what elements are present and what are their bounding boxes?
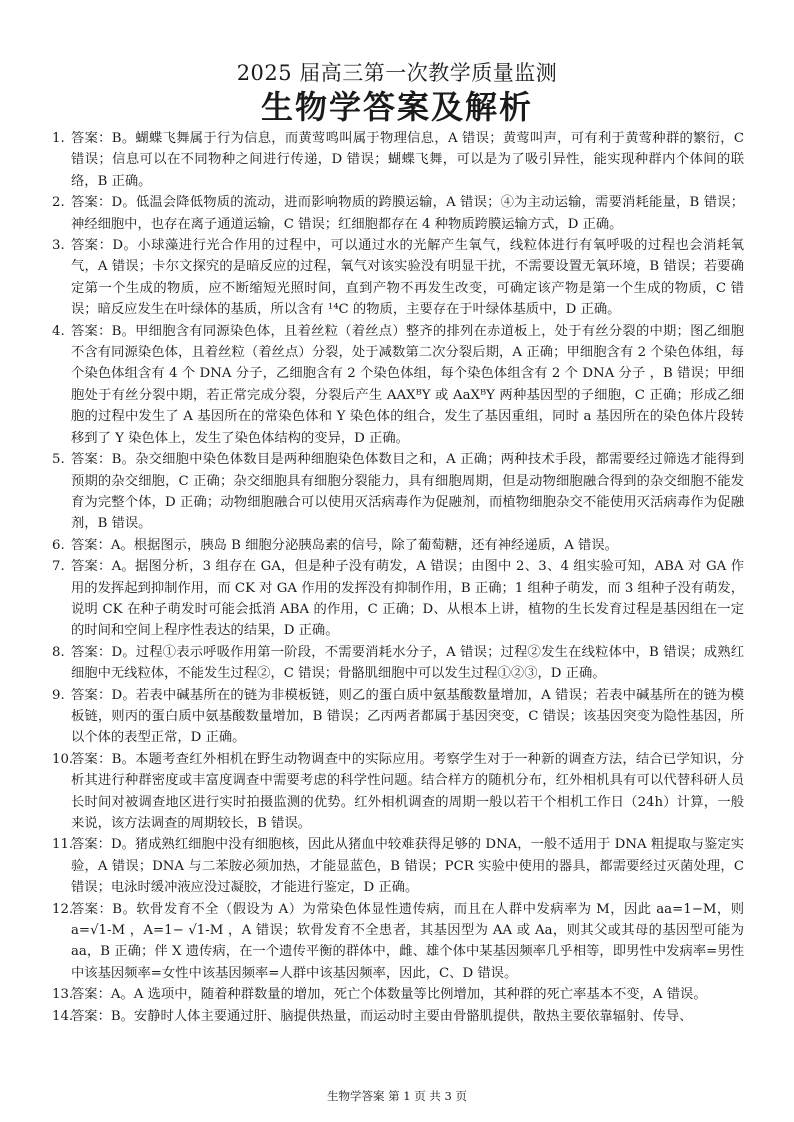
answer-item [54,556,744,642]
item-number: 6. [52,537,65,553]
answer-item [54,192,744,235]
answer-item [54,449,744,535]
answer-item [54,899,744,985]
item-text: 答案：D。小球藻进行光合作用的过程中，可以通过水的光解产生氧气，线粒体进行有氧呼吸的过程也会消耗氧气，A 错误；卡尔文探究的是暗反应的过程，氧气对该实验没有明显干扰，不需要设置无氧环境，B 错误；若要确定第一个生成的物质，应不断缩短光照时间，直到产物不再发生改变，可确定该产物是第一个生成的物质，C 错误；暗反应发生在叶绿体的基质，所以含有 ¹⁴C 的物质，主要存在于叶绿体基质中，D 正确。 [71,238,744,318]
item-number: 9. [52,687,65,703]
page-footer: 生物学答案 第 1 页 共 3 页 [326,1089,468,1103]
item-number: 5. [52,452,65,468]
answer-list [54,128,744,1027]
item-text: 答案：B。甲细胞含有同源染色体，且着丝粒（着丝点）整齐的排列在赤道板上，处于有丝分裂的中期；图乙细胞不含有同源染色体，且着丝粒（着丝点）分裂，处于减数第二次分裂后期，A 正确；甲细胞含有 2 个染色体组，每个染色体组含有 4 个 DNA 分子，乙细胞含有 2 个染色体组，每个染色体组含有 2 个 DNA 分子 ，B 错误；甲细胞处于有丝分裂中期，若正常完成分裂，分裂后产生 AAXᴮY 或 AaXᴮY 两种基因型的子细胞，C 正确；形成乙细胞的过程中发生了 A 基因所在的常染色体和 Y 染色体的组合，发生了基因重组，同时 a 基因所在的染色体片段转移到了 Y 染色体上，发生了染色体结构的变异，D 正确。 [71,323,744,446]
item-number: 10. [52,751,74,767]
answer-item [54,642,744,685]
item-number: 13. [52,987,74,1003]
item-text: 答案：D。猪成熟红细胞中没有细胞核，因此从猪血中较难获得足够的 DNA，一般不适用于 DNA 粗提取与鉴定实验，A 错误；DNA 与二苯胺必须加热，才能显蓝色，B 错误；PCR 实验中使用的器具，都需要经过灭菌处理，C 错误；电泳时缓冲液应没过凝胶，才能进行鉴定，D 正确。 [71,837,744,896]
item-number: 14. [52,1008,74,1024]
document-title: 生物学答案及解析 [260,88,533,126]
item-text: 答案：A。根据图示，胰岛 B 细胞分泌胰岛素的信号，除了葡萄糖，还有神经递质，A 错误。 [71,537,618,553]
item-number: 12. [52,901,74,917]
answer-item [54,1006,744,1027]
item-text: 答案：D。过程①表示呼吸作用第一阶段，不需要消耗水分子，A 错误；过程②发生在线粒体中，B 错误；成熟红细胞中无线粒体，不能发生过程②，C 错误；骨骼肌细胞中可以发生过程①②③，D 正确。 [71,644,744,682]
exam-title: 2025 届高三第一次教学质量监测 [236,61,558,85]
answer-item [54,984,744,1005]
answer-item [54,834,744,898]
item-text: 答案：A。据图分析，3 组存在 GA，但是种子没有萌发，A 错误；由图中 2、3、4 组实验可知，ABA 对 GA 作用的发挥起到抑制作用，而 CK 对 GA 作用的发挥没有抑制作用，B 正确；1 组种子萌发，而 3 组种子没有萌发，说明 CK 在种子萌发时可能会抵消 ABA 的作用，C 正确；D、从根本上讲，植物的生长发育过程是基因组在一定的时间和空间上程序性表达的结果，D 正确。 [71,559,744,639]
item-text: 答案：D。若表中碱基所在的链为非模板链，则乙的蛋白质中氨基酸数量增加，A 错误；若表中碱基所在的链为模板链，则丙的蛋白质中氨基酸数量增加，B 错误；乙丙两者都属于基因突变，C 错误；该基因突变为隐性基因，所以个体的表型正常，D 正确。 [71,687,744,746]
item-number: 7. [52,559,65,575]
answer-item [54,321,744,449]
answer-item [54,235,744,321]
item-number: 1. [52,131,65,146]
item-number: 4. [52,323,65,339]
item-number: 3. [52,238,65,254]
item-number: 8. [52,644,65,660]
item-text: 答案：B。本题考查红外相机在野生动物调查中的实际应用。考察学生对于一种新的调查方法，结合已学知识，分析其进行种群密度或丰富度调查中需要考虑的科学性问题。结合样方的随机分布，红外相机具有可以代替科研人员长时间对被调查地区进行实时拍摄监测的优势。红外相机调查的周期一般以若干个相机工作日（24h）计算，一般来说，该方法调查的周期较长，B 错误。 [71,751,744,831]
answer-item [54,535,744,556]
item-number: 2. [52,195,65,211]
item-text: 答案：B。安静时人体主要通过肝、脑提供热量，而运动时主要由骨骼肌提供，散热主要依靠辐射、传导、 [71,1008,693,1024]
answer-item [54,128,744,192]
answer-item [54,749,744,835]
item-text: 答案：D。低温会降低物质的流动，进而影响物质的跨膜运输，A 错误；④为主动运输，需要消耗能量，B 错误；神经细胞中，也存在离子通道运输，C 错误；红细胞都存在 4 种物质跨膜运输方式，D 正确。 [71,195,744,232]
item-text: 答案：B。蝴蝶飞舞属于行为信息，而黄莺鸣叫属于物理信息，A 错误；黄莺叫声，可有利于黄莺种群的繁衍，C 错误；信息可以在不同物种之间进行传递，D 错误；蝴蝶飞舞，可以是为了吸引异性，能实现种群内个体间的联络，B 正确。 [71,131,744,189]
item-text: 答案：A。A 选项中，随着种群数量的增加，死亡个体数量等比例增加，其种群的死亡率基本不变，A 错误。 [71,987,707,1003]
item-text: 答案：B。杂交细胞中染色体数目是两种细胞染色体数目之和，A 正确；两种技术手段，都需要经过筛选才能得到预期的杂交细胞，C 正确；杂交细胞具有细胞分裂能力，具有细胞周期，但是动物细胞融合得到的杂交细胞不能发育为完整个体，D 正确；动物细胞融合可以使用灭活病毒作为促融剂，而植物细胞杂交不能使用灭活病毒作为促融剂，B 错误。 [71,452,744,532]
item-number: 11. [52,837,74,853]
answer-item [54,685,744,749]
item-text: 答案：B。软骨发育不全（假设为 A）为常染色体显性遗传病，而且在人群中发病率为 M，因此 aa=1−M，则 a=√1-M ，A=1− √1-M ，A 错误；软骨发育不全患者，其基因型为 AA 或 Aa，则其父或其母的基因型可能为 aa，B 正确；伴 X 遗传病，在一个遗传平衡的群体中，雌、雄个体中某基因频率几乎相等，即男性中发病率=男性中该基因频率=女性中该基因频率=人群中该基因频率，因此，C、D 错误。 [71,901,744,981]
